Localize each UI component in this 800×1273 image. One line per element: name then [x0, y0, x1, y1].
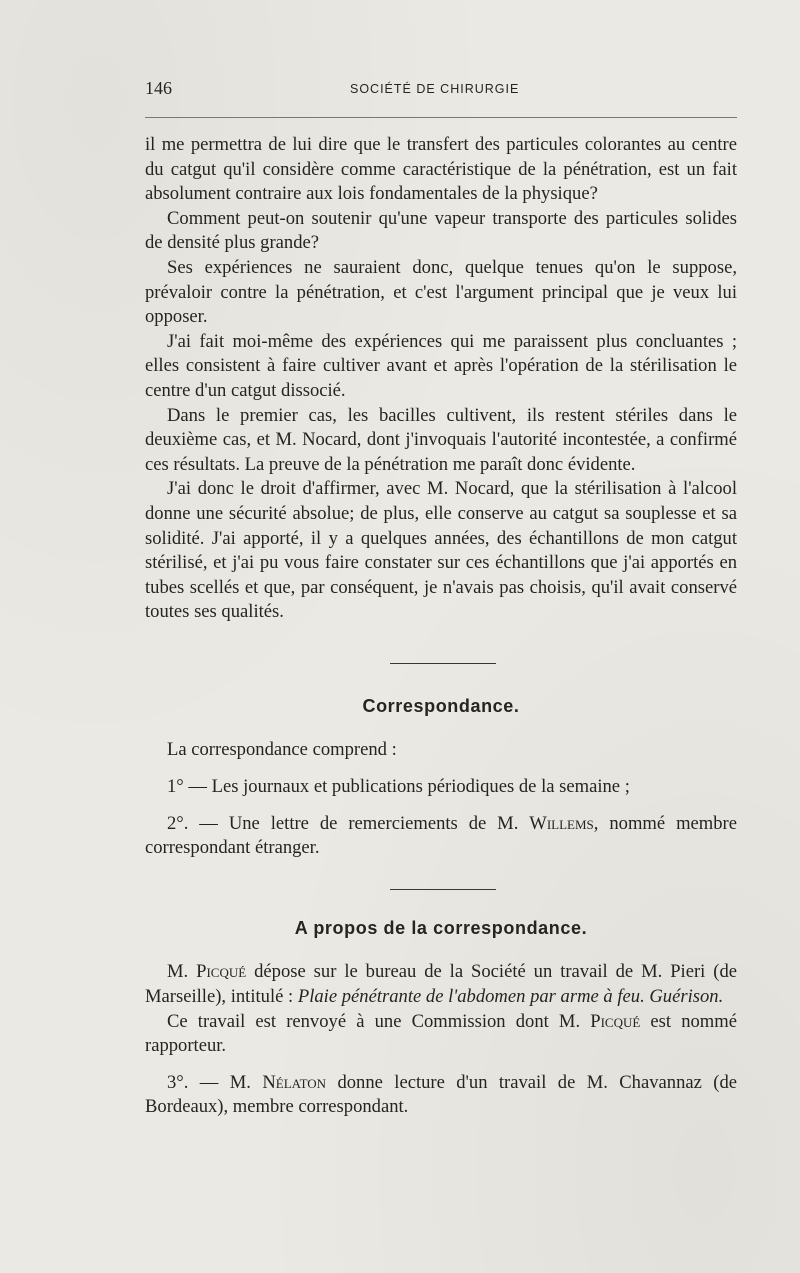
page-number: 146 — [145, 78, 172, 98]
text-run: 3°. — M. — [167, 1071, 263, 1093]
section-heading-correspondance: Correspondance. — [362, 695, 520, 716]
section-divider — [390, 889, 496, 890]
paragraph: il me permettra de lui dire que le transfert des particules colorantes au centre du catgut qu'il considère comme caractéristique de la pénétration, est un fait absolument contraire aux lois fondamentales de la physique? — [145, 134, 737, 205]
paragraph: Dans le premier cas, les bacilles cultivent, ils restent stériles dans le deuxième cas, et M. Nocard, dont j'invoquais l'autorité incontestée, a confirmé ces résultats. La preuve de la pénétration me paraît donc évidente. — [145, 404, 737, 475]
paragraph: Comment peut-on soutenir qu'une vapeur transporte des particules solides de densité plus grande? — [145, 207, 737, 254]
paragraph: J'ai donc le droit d'affirmer, avec M. Nocard, que la stérilisation à l'alcool donne une sécurité absolue; de plus, elle conserve au catgut sa souplesse et sa solidité. J'ai apporté, il y a quelques années, des échantillons de mon catgut stérilisé, et j'ai pu vous faire constater sur ces échantillons que j'ai apportés en tubes scellés et que, par conséquent, je n'avais pas choisis, qu'il avait conservé toutes ses qualités. — [145, 478, 737, 623]
text-run: Ce travail est renvoyé à une Commission dont M. — [167, 1010, 591, 1032]
apropos-paragraph-2 — [145, 1010, 737, 1059]
text-run: est nommé rapporteur. — [145, 1010, 737, 1057]
correspondance-item-2 — [145, 812, 737, 861]
page-header — [145, 78, 737, 100]
correspondance-item-1: 1° — Les journaux et publications périodiques de la semaine ; — [167, 776, 630, 798]
paragraph: J'ai fait moi-même des expériences qui me paraissent plus concluantes ; elles consistent à faire cultiver avant et après l'opération de la stérilisation le centre d'un catgut dissocié. — [145, 330, 737, 401]
work-title: Plaie pénétrante de l'abdomen par arme à feu. Guérison. — [297, 986, 724, 1008]
person-name: Picqué — [196, 961, 247, 983]
text-run: donne lecture d'un travail de M. Chavannaz (de Bordeaux), membre correspondant. — [145, 1071, 737, 1118]
apropos-paragraph-1 — [145, 960, 737, 1009]
page-body — [145, 133, 737, 1120]
text-run: 2°. — Une lettre de remerciements de M. — [167, 812, 530, 834]
person-name: Picqué — [590, 1010, 641, 1032]
paragraph: Ses expériences ne sauraient donc, quelque tenues qu'on le suppose, prévaloir contre la pénétration, et c'est l'argument principal que je veux lui opposer. — [145, 256, 737, 328]
text-run: M. — [167, 961, 197, 983]
text-run: , nommé membre correspondant étranger. — [145, 812, 737, 859]
section-heading-apropos: A propos de la correspondance. — [294, 917, 588, 938]
person-name: Nélaton — [262, 1071, 327, 1093]
header-rule — [145, 117, 737, 118]
text-run: dépose sur le bureau de la Société un travail de M. Pieri (de Marseille), intitulé : — [145, 961, 737, 1008]
running-head: SOCIÉTÉ DE CHIRURGIE — [350, 82, 520, 96]
section-divider — [390, 663, 496, 664]
apropos-paragraph-3 — [145, 1071, 737, 1120]
person-name: Willems — [529, 812, 594, 834]
correspondance-intro: La correspondance comprend : — [167, 739, 397, 761]
